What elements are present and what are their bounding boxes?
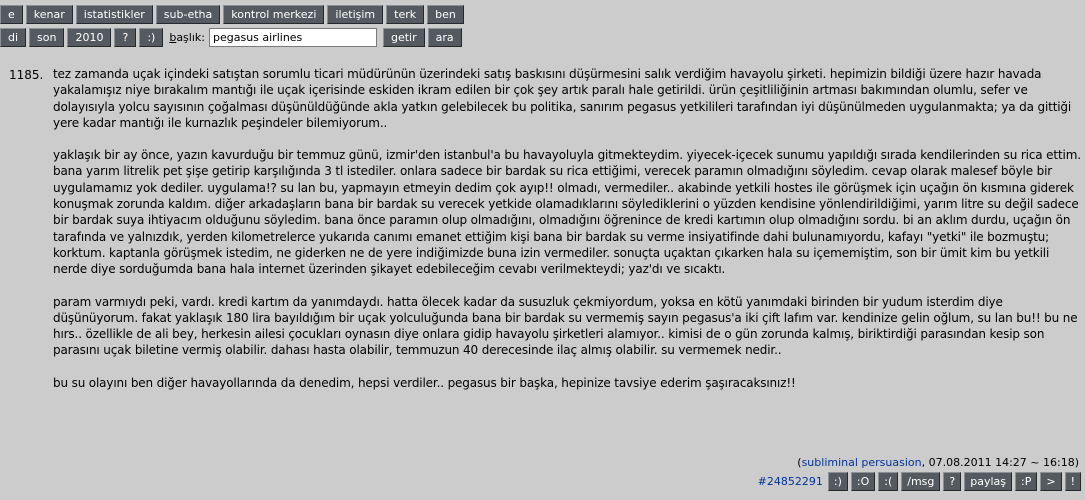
- open-paren: (: [797, 456, 802, 469]
- vote-smile-button[interactable]: :): [828, 472, 848, 491]
- getir-button[interactable]: getir: [383, 28, 425, 47]
- entry-content: [53, 66, 1081, 407]
- sub-navigation: [0, 28, 465, 47]
- entry-paragraph: bu su olayını ben diğer havayollarında da denedim, hepsi verdiler.. pegasus bir başka, hepinize tavsiye ederim şaşıracaksınız!!: [53, 375, 796, 390]
- nav-button-ben[interactable]: ben: [427, 5, 464, 24]
- help-button[interactable]: ?: [943, 472, 961, 491]
- nav-button-kontrol-merkezi[interactable]: kontrol merkezi: [223, 5, 324, 24]
- share-button[interactable]: paylaş: [964, 472, 1012, 491]
- entry-author-line: [797, 456, 1079, 469]
- nav-button-di[interactable]: di: [0, 28, 26, 47]
- vote-wow-button[interactable]: :O: [851, 472, 875, 491]
- nav-button-son[interactable]: son: [29, 28, 64, 47]
- nav-button-terk[interactable]: terk: [386, 5, 424, 24]
- top-navigation: [0, 5, 467, 24]
- nav-button-sub-etha[interactable]: sub-etha: [156, 5, 220, 24]
- nav-button-kenar[interactable]: kenar: [26, 5, 73, 24]
- search-input[interactable]: [209, 28, 377, 47]
- entry-actions: [758, 472, 1081, 491]
- search-label: başlık:: [169, 31, 205, 44]
- nav-button-iletisim[interactable]: iletişim: [327, 5, 383, 24]
- nav-button-istatistikler[interactable]: istatistikler: [76, 5, 153, 24]
- entry-paragraph: tez zamanda uçak içindeki satıştan sorumlu ticari müdürünün üzerindeki satış baskısını düşürmesini salık verdiğim havayolu şirketi. hepimizin bildiği üzere hazır havada yakalamışız niye bırakalım mantığı ile uçak içerisinde eskiden ikram edilen bir çok şey artık paralı hale getirildi. ürün çeşitliliğinin artması bakımından olumlu, sefer ve dolayısıyla yolcu sayısının çoğalması düşünüldüğünde akla yatkın gelebilecek bu politika, sanırım pegasus yetkilileri tarafından iyi düşünülmeden uygulanmakta; ya da gittiği yere kadar mantığı ile kurnazlık peşindeler bilemiyorum..: [53, 67, 1072, 130]
- tongue-button[interactable]: :P: [1015, 472, 1037, 491]
- nav-button-e[interactable]: e: [0, 5, 23, 24]
- author-link[interactable]: subliminal persuasion: [801, 456, 922, 469]
- vote-frown-button[interactable]: :(: [878, 472, 898, 491]
- msg-button[interactable]: /msg: [901, 472, 940, 491]
- nav-button-help[interactable]: ?: [114, 28, 136, 47]
- entry-paragraph: param varmıydı peki, vardı. kredi kartım da yanımdaydı. hatta ölecek kadar da susuzluk çekmiyordum, yoksa en kötü yanımdaki birinden bir yudum isterdim diye düşünüyorum. fakat yaklaşık 180 lira bayıldığım bir uçak yolculuğunda bana bir bardak su vermemiş sayın pegasus'a iki çift lafım var. kendinize gelin oğlum, su lan bu!! bu ne hırs.. özellikle de ali bey, herkesin ailesi çocukları oynasın diye onlara gidip havayolu şirketleri alamıyor.. kimisi de o gün zorunda kalmış, biriktirdiği parasından kesip son parasını uçak biletine vermiş olabilir. dahası hasta olabilir, temmuzun 40 derecesinde ilaç almış olabilir. su vermemek nedir..: [53, 294, 1078, 358]
- entry-id-link[interactable]: #24852291: [757, 475, 823, 488]
- next-button[interactable]: >: [1040, 472, 1061, 491]
- nav-button-2010[interactable]: 2010: [67, 28, 111, 47]
- nav-button-smiley[interactable]: :): [139, 28, 163, 47]
- report-button[interactable]: !: [1065, 472, 1081, 491]
- ara-button[interactable]: ara: [428, 28, 462, 47]
- entry-timestamp: , 07.08.2011 14:27 ~ 16:18): [921, 456, 1079, 469]
- entry-paragraph: yaklaşık bir ay önce, yazın kavurduğu bir temmuz günü, izmir'den istanbul'a bu havayoluyla gitmekteydim. yiyecek-içecek sunumu yapıldığı sırada kendilerinden su rica ettim. bana yarım litrelik pet şişe getirip karşılığında 3 tl istediler. onlara sadece bir bardak su rica ettiğimi, verecek paramın olmadığını söyledim. cevap olarak malesef böyle bir uygulamamız yok dediler. uygulama!? su lan bu, yapmayın etmeyin dedim çok ayıp!! olmadı, vermediler.. akabinde yetkili hostes ile görüşmek için uçağın ön kısmına giderek konuşmak zorunda kaldım. diğer arkadaşların bana bir bardak su verecek yetkide olamadıklarını söylediklerini o yüzden kendisine yönlendirildiğimi, yarım litre su değil sadece bir bardak suya ihtiyacım olduğunu söyledim. bana önce paramın olup olmadığını, olmadığını öğrenince de kredi kartımın olup olmadığını sordu. bi an aklım durdu, uçağın ön tarafında ve yalnızdık, yerden kilometrelerce yukarıda canımı emanet ettiğim kişi bana bir bardak su verme insiyatifinde dahi bulunamıyordu, kafayı "yetki" ile bozmuştu; korktum. kaptanla görüşmek istedim, ne giderken ne de yere indiğimizde buna izin vermediler. sonuçta uçaktan çıkarken hala su içememiştim, son bir ümit kim bu yetkili nerde diye sorduğumda bana hala internet üzerinden şikayet edebileceğim cevabı verilmekteydi; yaz'dı ve sıcaktı.: [53, 148, 1081, 277]
- entry-number: 1185.: [9, 68, 44, 82]
